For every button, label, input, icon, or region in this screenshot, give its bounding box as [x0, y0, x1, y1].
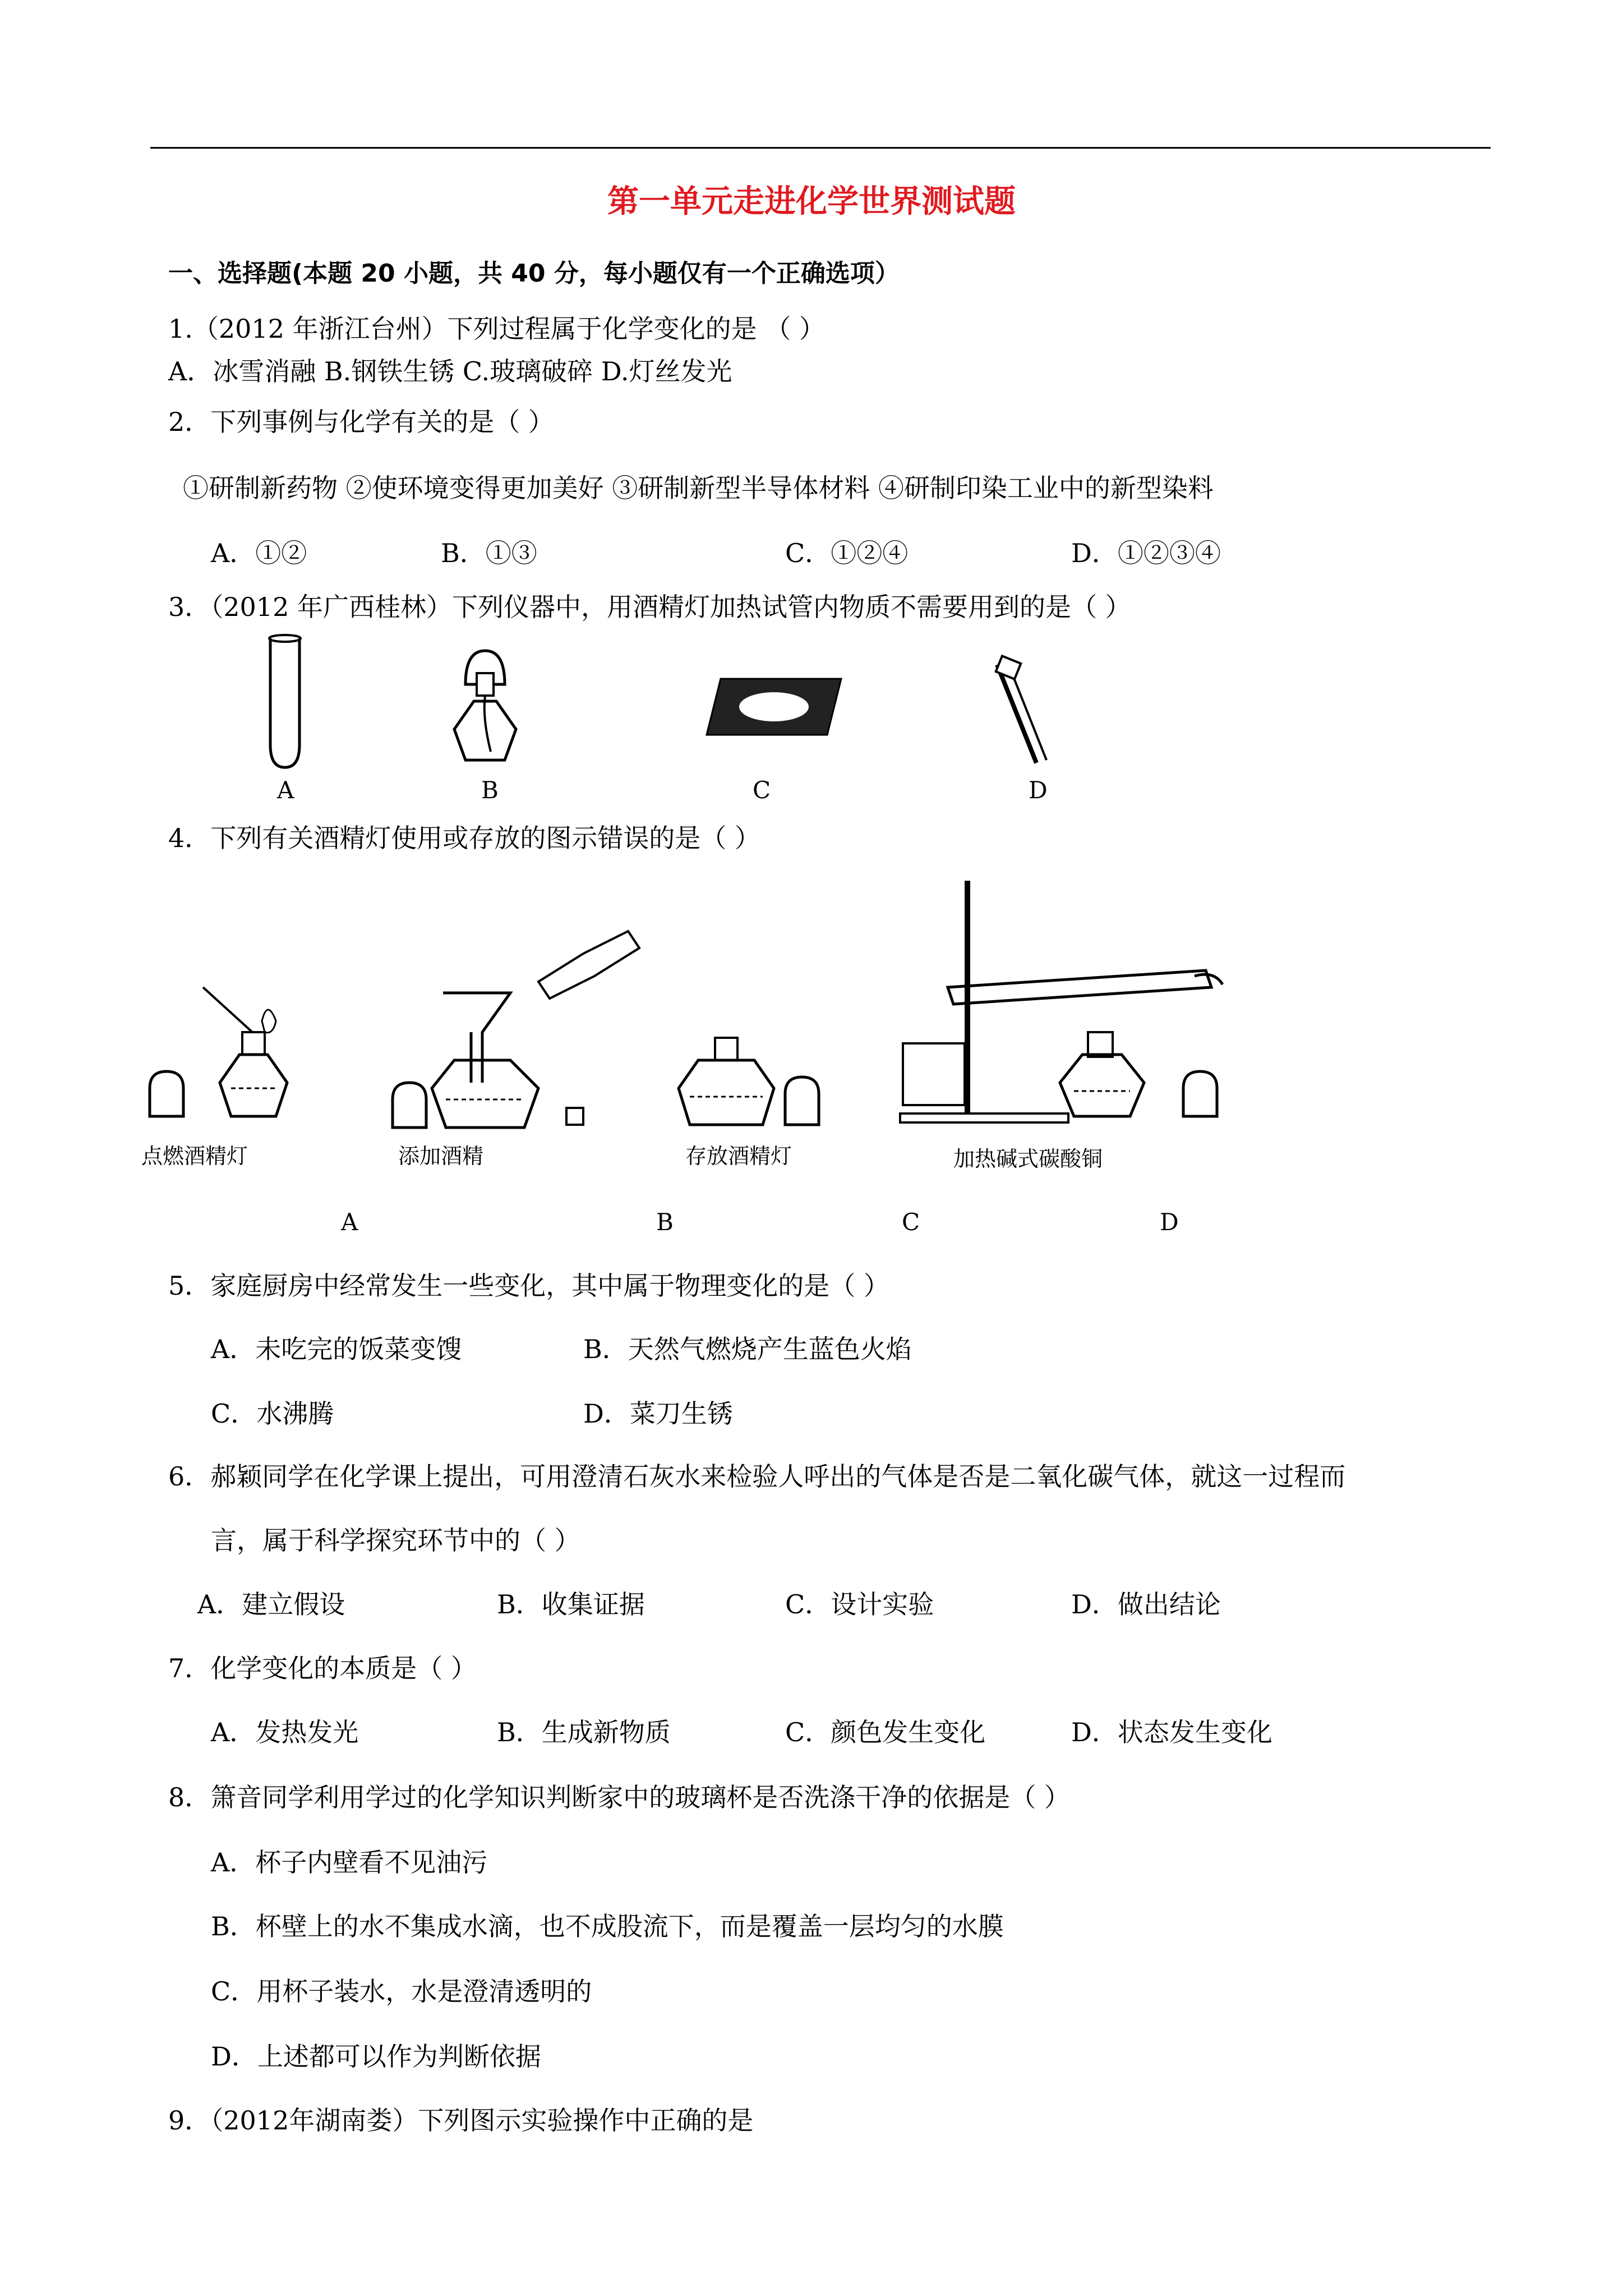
q5-stem: 5．家庭厨房中经常发生一些变化，其中属于物理变化的是（ ）	[168, 1271, 889, 1301]
q5-option-c: C．水沸腾	[211, 1398, 334, 1429]
q2-items: ①研制新药物 ②使环境变得更加美好 ③研制新型半导体材料 ④研制印染工业中的新型染料	[183, 473, 1214, 503]
test-tube-figure	[262, 633, 307, 773]
q7-option-b: B．生成新物质	[497, 1717, 671, 1747]
q3-label-d: D	[1029, 776, 1048, 804]
q4-caption-a: 点燃酒精灯	[141, 1144, 248, 1168]
adding-alcohol-figure	[381, 920, 651, 1139]
q2-option-b: B．①③	[441, 538, 537, 568]
q4-label-a: A	[341, 1208, 358, 1236]
q4-caption-d: 加热碱式碳酸铜	[953, 1147, 1103, 1171]
q4-label-c: C	[902, 1208, 920, 1236]
q7-option-d: D．状态发生变化	[1071, 1717, 1272, 1747]
alcohol-lamp-figure	[443, 639, 527, 774]
q3-label-b: B	[481, 776, 499, 804]
q2-option-d: D．①②③④	[1071, 538, 1221, 568]
q8-stem: 8．箫音同学利用学过的化学知识判断家中的玻璃杯是否洗涤干净的依据是（ ）	[168, 1782, 1070, 1812]
q7-option-a: A．发热发光	[211, 1717, 359, 1747]
q5-option-b: B．天然气燃烧产生蓝色火焰	[583, 1334, 912, 1364]
q5-option-d: D．菜刀生锈	[583, 1398, 733, 1429]
q7-option-c: C．颜色发生变化	[785, 1717, 986, 1747]
q6-stem-line1: 6．郝颖同学在化学课上提出，可用澄清石灰水来检验人呼出的气体是否是二氧化碳气体，就这一过程而	[168, 1461, 1346, 1492]
q5-option-a: A．未吃完的饭菜变馊	[211, 1334, 462, 1364]
q9-stem: 9．（2012年湖南娄）下列图示实验操作中正确的是	[168, 2105, 754, 2136]
q7-stem: 7．化学变化的本质是（ ）	[168, 1653, 477, 1683]
section-heading: 一、选择题(本题 20 小题，共 40 分，每小题仅有一个正确选项）	[168, 259, 900, 288]
test-tube-holder-figure	[992, 654, 1059, 771]
q8-option-b: B．杯壁上的水不集成水滴，也不成股流下，而是覆盖一层均匀的水膜	[211, 1911, 1004, 1941]
q6-option-a: A．建立假设	[197, 1589, 345, 1619]
q8-option-d: D．上述都可以作为判断依据	[211, 2041, 541, 2072]
q2-option-c: C．①②④	[785, 538, 909, 568]
q2-stem: 2．下列事例与化学有关的是（ ）	[168, 407, 554, 437]
q4-label-b: B	[656, 1208, 674, 1236]
q3-stem: 3．（2012 年广西桂林）下列仪器中，用酒精灯加热试管内物质不需要用到的是（ ）	[168, 592, 1131, 622]
q4-label-d: D	[1160, 1208, 1179, 1236]
storing-lamp-figure	[667, 1032, 830, 1139]
q6-option-c: C．设计实验	[785, 1589, 934, 1619]
q3-label-a: A	[277, 776, 294, 804]
q1-stem: 1.（2012 年浙江台州）下列过程属于化学变化的是 （ ）	[168, 314, 825, 344]
lighting-lamp-figure	[141, 976, 310, 1139]
page-title: 第一单元走进化学世界测试题	[607, 183, 1016, 220]
q6-option-b: B．收集证据	[497, 1589, 645, 1619]
q6-option-d: D．做出结论	[1071, 1589, 1221, 1619]
q6-stem-line2: 言，属于科学探究环节中的（ ）	[211, 1525, 580, 1556]
q4-caption-b: 添加酒精	[398, 1144, 484, 1168]
wire-gauze-figure	[704, 673, 844, 740]
q8-option-c: C．用杯子装水，水是澄清透明的	[211, 1976, 592, 2007]
q2-option-a: A．①②	[211, 538, 307, 568]
q8-option-a: A．杯子内壁看不见油污	[211, 1847, 488, 1878]
header-rule	[150, 147, 1491, 149]
q4-stem: 4．下列有关酒精灯使用或存放的图示错误的是（ ）	[168, 823, 760, 853]
q1-options: A．冰雪消融 B.钢铁生锈 C.玻璃破碎 D.灯丝发光	[168, 356, 732, 386]
q4-caption-c: 存放酒精灯	[685, 1144, 792, 1168]
heating-copper-carbonate-figure	[892, 875, 1284, 1133]
q3-label-c: C	[753, 776, 771, 804]
